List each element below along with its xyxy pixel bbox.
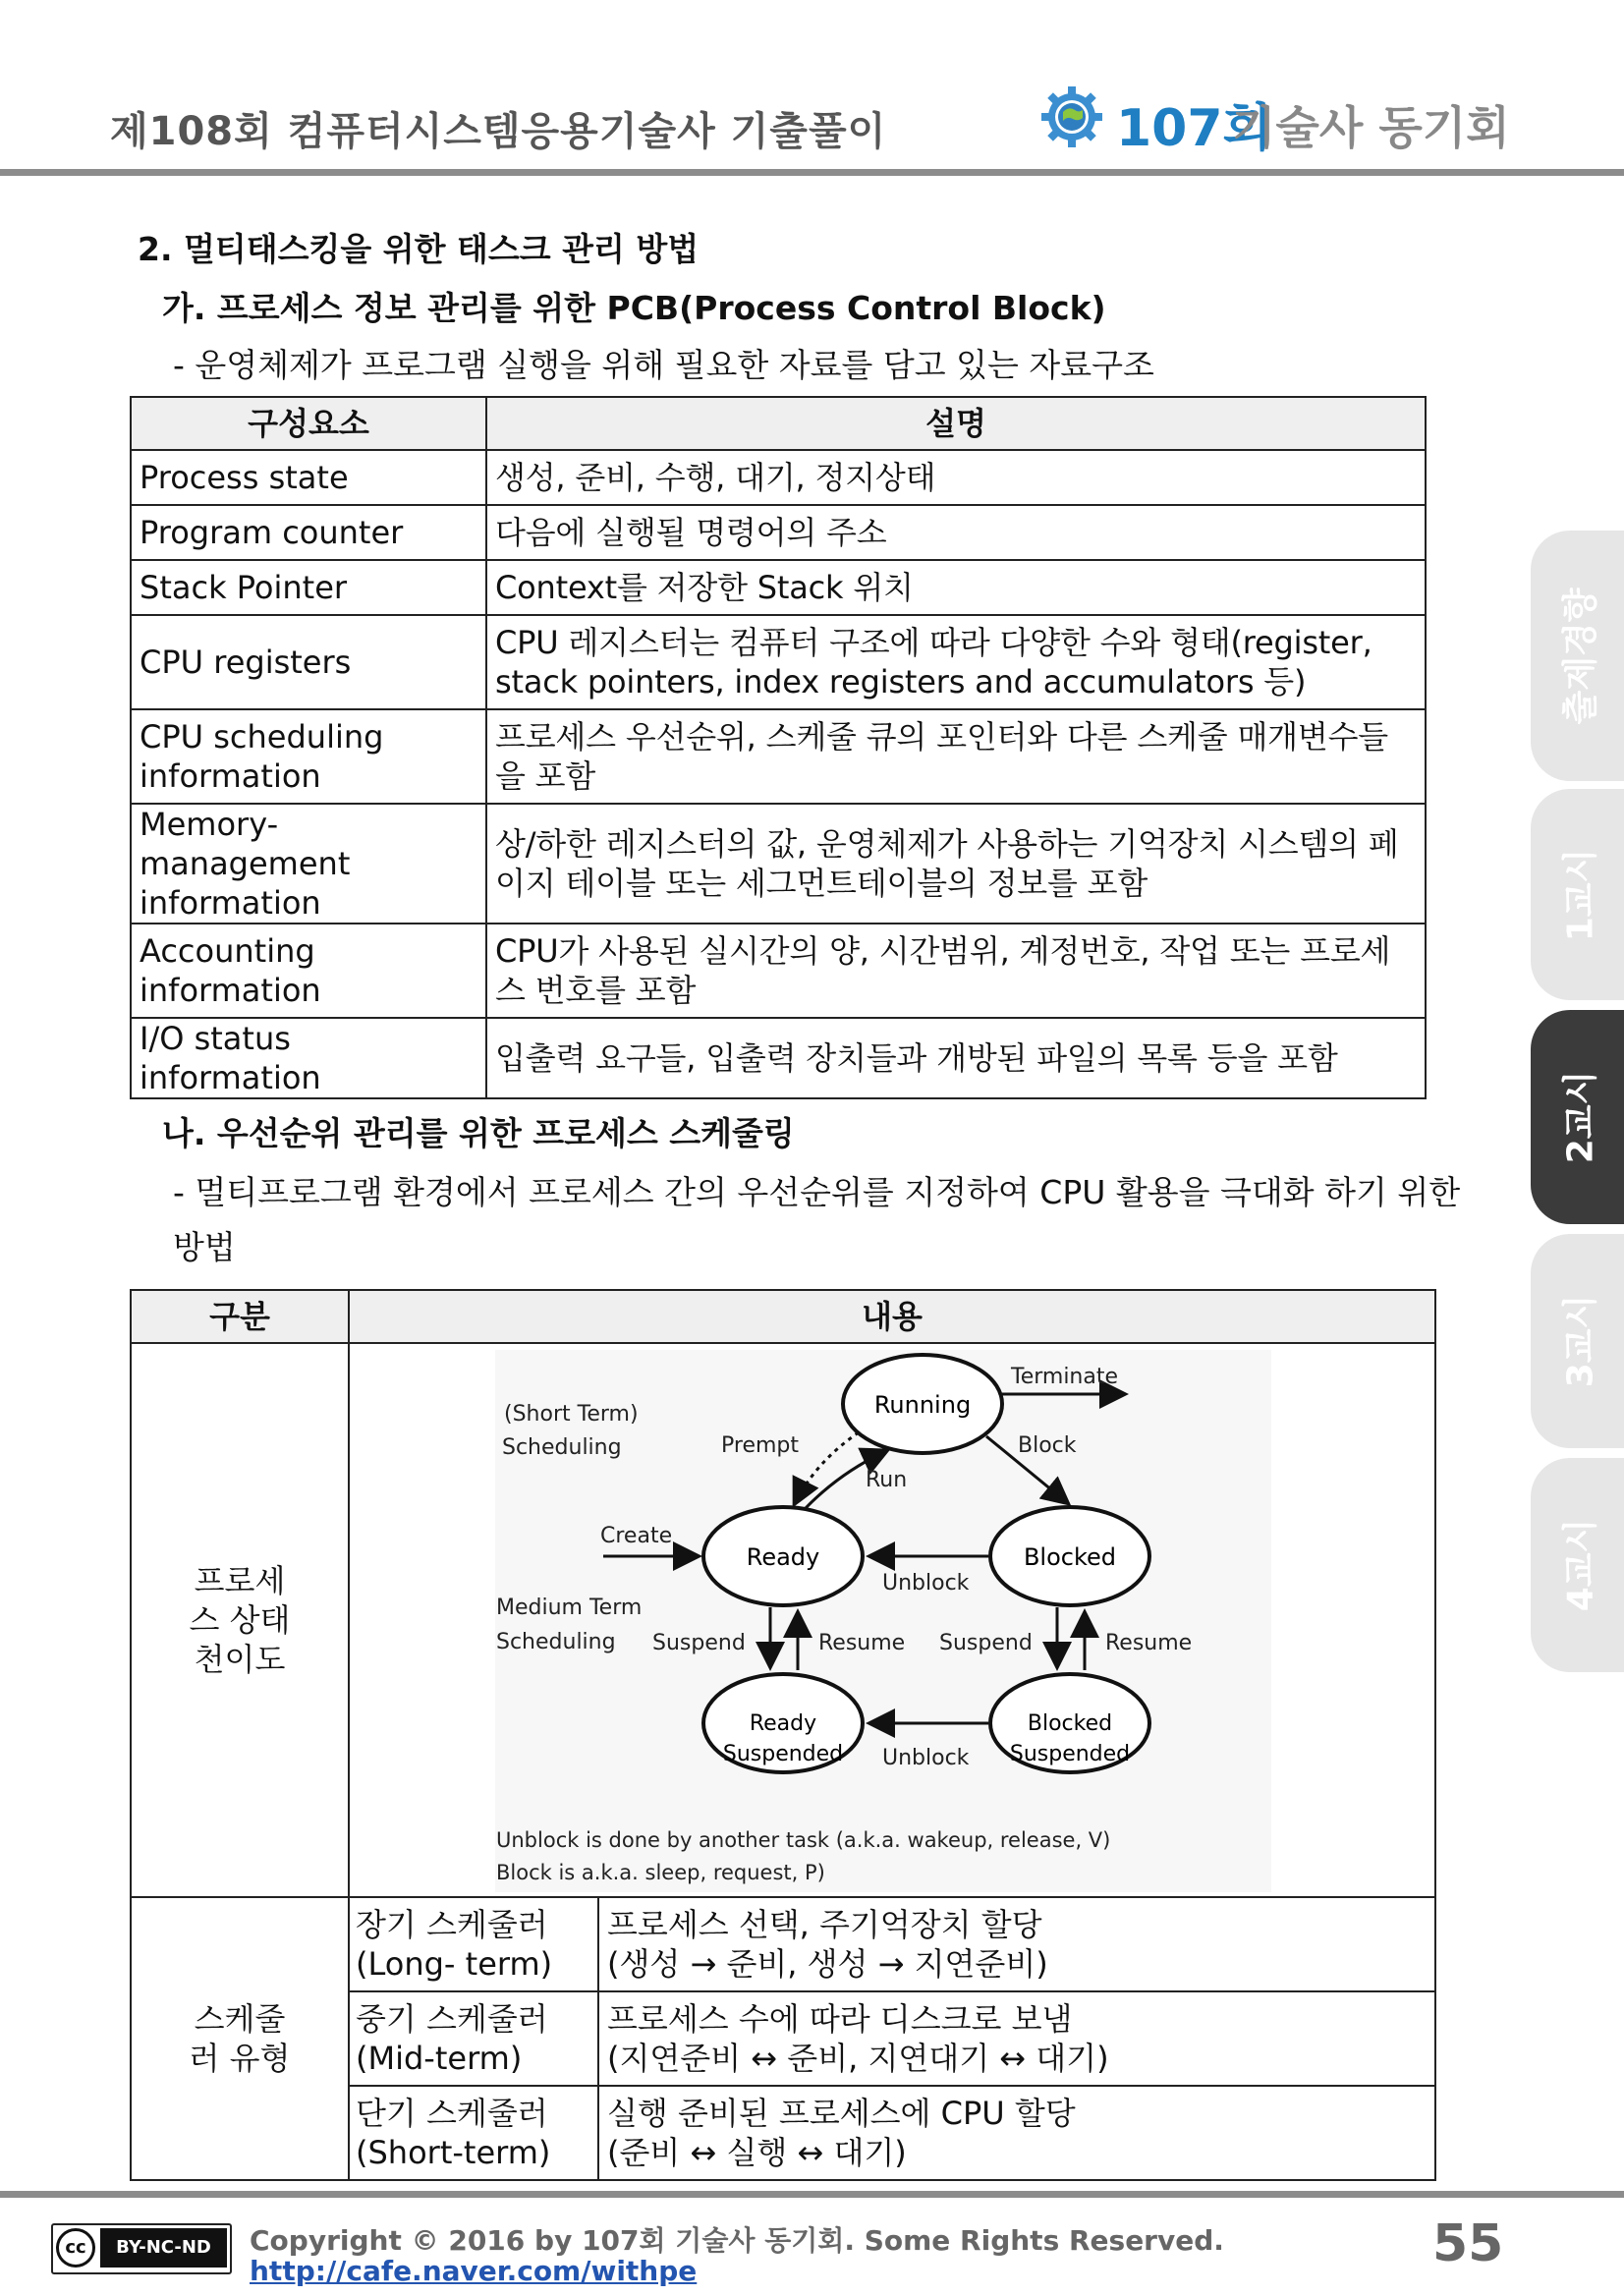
side-tab-period-3[interactable] [1531, 1234, 1624, 1448]
side-tab-period-1[interactable] [1531, 789, 1624, 1000]
state-label: Ready [746, 1543, 820, 1571]
column-header: 설명 [486, 397, 1426, 450]
table-row [131, 615, 1426, 709]
pcb-description: CPU 레지스터는 컴퓨터 구조에 따라 다양한 수와 형태(register, stack pointers, index registers and accumulators 등) [486, 615, 1426, 709]
short-term-label-2: Scheduling [502, 1435, 622, 1460]
subsection-heading-b: 나. 우선순위 관리를 위한 프로세스 스케줄링 [162, 1114, 795, 1152]
table-row [131, 924, 1426, 1018]
column-header: 내용 [349, 1290, 1435, 1343]
header-rule [0, 169, 1624, 176]
section-heading: 2. 멀티태스킹을 위한 태스크 관리 방법 [138, 230, 700, 268]
category-cell [131, 1897, 349, 2180]
side-tab-label: 출제경향 [1560, 587, 1600, 725]
prempt-label: Prempt [721, 1433, 799, 1458]
pcb-field: Process state [131, 450, 486, 505]
side-tab-label: 1교시 [1560, 848, 1600, 941]
scheduler-name: 중기 스케줄러 [356, 2000, 548, 2038]
pcb-field: CPU scheduling information [131, 709, 486, 804]
pcb-field: Accounting information [131, 924, 486, 1018]
logo-number: 107회 [1116, 99, 1272, 158]
state-running [843, 1355, 1002, 1453]
scheduler-name-cell [349, 1991, 598, 2086]
pcb-description: 다음에 실행될 명령어의 주소 [486, 505, 1426, 560]
scheduler-name-cell [349, 1897, 598, 1991]
scheduler-term: (Long- term) [356, 1945, 553, 1983]
side-tab-trend[interactable] [1531, 531, 1624, 781]
cc-license-text: BY-NC-ND [100, 2228, 227, 2268]
state-blocked-suspended [990, 1674, 1149, 1772]
state-label-line2: Suspended [722, 1742, 844, 1766]
scheduler-desc: 프로세스 수에 따라 디스크로 보냄 [607, 2000, 1073, 2038]
scheduler-transition: (지연준비 ↔ 준비, 지연대기 ↔ 대기) [607, 2040, 1109, 2077]
category-cell [131, 1343, 349, 1897]
pcb-field: I/O status information [131, 1018, 486, 1098]
pcb-description: 생성, 준비, 수행, 대기, 정지상태 [486, 450, 1426, 505]
suspend-label-ready: Suspend [652, 1631, 746, 1655]
table-header-row [131, 1290, 1435, 1343]
short-term-label-1: (Short Term) [504, 1402, 639, 1427]
scheduler-name: 장기 스케줄러 [356, 1906, 548, 1943]
scheduler-term: (Short-term) [356, 2134, 551, 2171]
resume-label-blocked: Resume [1105, 1631, 1193, 1655]
pcb-description: 상/하한 레지스터의 값, 운영체제가 사용하는 기억장치 시스템의 페이지 테이블 또는 세그먼트테이블의 정보를 포함 [486, 804, 1426, 924]
scheduler-name: 단기 스케줄러 [356, 2095, 548, 2132]
table-row [131, 709, 1426, 804]
table-row [131, 450, 1426, 505]
unblock-suspended-label: Unblock [882, 1746, 970, 1770]
subsection-desc-a: - 운영체제가 프로그램 실행을 위해 필요한 자료를 담고 있는 자료구조 [173, 346, 1154, 384]
diagram-cell [349, 1343, 1435, 1897]
scheduling-table [130, 1289, 1436, 2181]
process-state-diagram [350, 1344, 1425, 1896]
state-label-line1: Blocked [1027, 1711, 1113, 1736]
state-ready-suspended [703, 1674, 863, 1772]
gear-globe-icon [1039, 84, 1104, 149]
logo-text: 기술사 동기회 [1232, 101, 1510, 154]
scheduler-desc-cell [598, 1897, 1435, 1991]
subsection-heading-a: 가. 프로세스 정보 관리를 위한 PCB(Process Control Block) [162, 289, 1106, 327]
scheduler-transition: (생성 → 준비, 생성 → 지연준비) [607, 1945, 1048, 1983]
scheduler-desc: 프로세스 선택, 주기억장치 할당 [607, 1906, 1042, 1943]
state-blocked [990, 1507, 1149, 1605]
terminate-label: Terminate [1011, 1365, 1119, 1389]
side-tab-period-2[interactable] [1531, 1010, 1624, 1224]
subsection-desc-b: - 멀티프로그램 환경에서 프로세스 간의 우선순위를 지정하여 CPU 활용을 극대화 하기 위한 방법 [173, 1173, 1461, 1266]
scheduler-desc-cell [598, 1991, 1435, 2086]
table-header-row [131, 397, 1426, 450]
table-row [131, 560, 1426, 615]
scheduler-category: 스케줄러 유형 [189, 2000, 291, 2077]
suspend-label-blocked: Suspend [939, 1631, 1033, 1655]
footer-rule [0, 2191, 1624, 2198]
scheduler-transition: (준비 ↔ 실행 ↔ 대기) [607, 2134, 907, 2171]
table-row [131, 804, 1426, 924]
diagram-category: 프로세스 상태 천이도 [189, 1562, 291, 1678]
cc-license-badge [51, 2223, 232, 2274]
side-tab-label: 3교시 [1560, 1294, 1600, 1388]
state-label: Running [873, 1391, 972, 1419]
cc-icon: cc [56, 2228, 95, 2268]
scheduler-name-cell [349, 2086, 598, 2180]
pcb-description: 입출력 요구들, 입출력 장치들과 개방된 파일의 목록 등을 포함 [486, 1018, 1426, 1098]
pcb-table [130, 396, 1427, 1099]
group-logo [1039, 83, 1521, 161]
column-header: 구성요소 [131, 397, 486, 450]
pcb-field: Program counter [131, 505, 486, 560]
medium-term-label-1: Medium Term [496, 1596, 643, 1620]
state-label-line1: Ready [749, 1711, 817, 1736]
resume-label-ready: Resume [818, 1631, 906, 1655]
unblock-label: Unblock [882, 1571, 970, 1596]
side-tab-label: 2교시 [1560, 1070, 1600, 1164]
copyright-text: Copyright © 2016 by 107회 기술사 동기회. Some Rights Reserved. [250, 2224, 1224, 2257]
page-number: 55 [1432, 2214, 1504, 2273]
state-ready [703, 1507, 863, 1605]
diagram-note-1: Unblock is done by another task (a.k.a. wakeup, release, V) [496, 1828, 1111, 1852]
pcb-field: Memory-management information [131, 804, 486, 924]
state-label: Blocked [1023, 1543, 1117, 1571]
pcb-description: CPU가 사용된 실시간의 양, 시간범위, 계정번호, 작업 또는 프로세스 번호를 포함 [486, 924, 1426, 1018]
state-label-line2: Suspended [1009, 1742, 1131, 1766]
table-row [131, 505, 1426, 560]
pcb-field: CPU registers [131, 615, 486, 709]
block-label: Block [1018, 1433, 1077, 1458]
diagram-note-2: Block is a.k.a. sleep, request, P) [496, 1861, 825, 1884]
side-tab-label: 4교시 [1560, 1518, 1600, 1612]
side-tab-period-4[interactable] [1531, 1458, 1624, 1672]
run-label: Run [866, 1468, 908, 1492]
pcb-field: Stack Pointer [131, 560, 486, 615]
scheduler-desc-cell [598, 2086, 1435, 2180]
create-label: Create [600, 1524, 673, 1548]
table-row [131, 1897, 1435, 1991]
scheduler-term: (Mid-term) [356, 2040, 523, 2077]
pcb-description: 프로세스 우선순위, 스케줄 큐의 포인터와 다른 스케줄 매개변수들을 포함 [486, 709, 1426, 804]
medium-term-label-2: Scheduling [496, 1630, 616, 1654]
document-title: 제108회 컴퓨터시스템응용기술사 기출풀이 [110, 109, 887, 154]
pcb-description: Context를 저장한 Stack 위치 [486, 560, 1426, 615]
scheduler-desc: 실행 준비된 프로세스에 CPU 할당 [607, 2095, 1076, 2132]
cafe-link[interactable]: http://cafe.naver.com/withpe [250, 2255, 698, 2287]
table-row [131, 1018, 1426, 1098]
table-row [131, 1343, 1435, 1897]
column-header: 구분 [131, 1290, 349, 1343]
